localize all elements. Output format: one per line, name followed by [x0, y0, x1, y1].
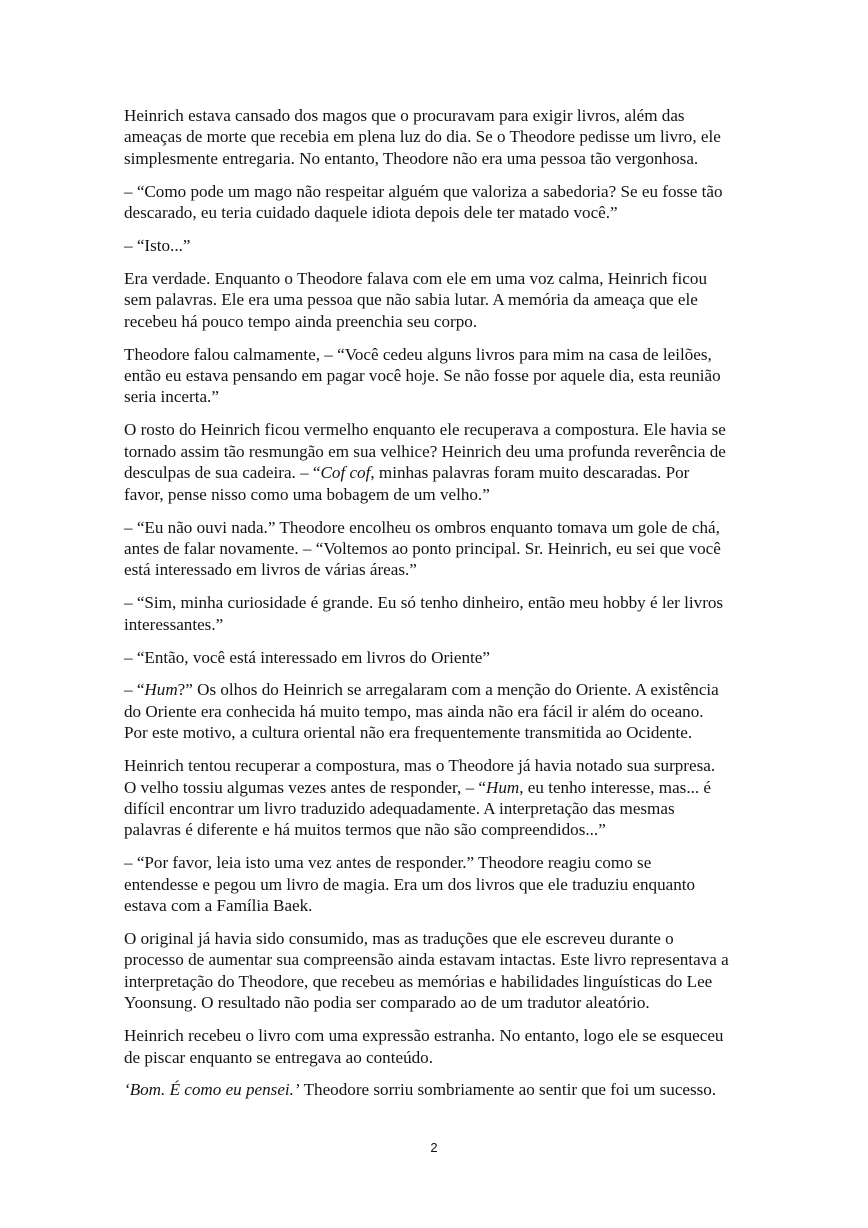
text-line: estava com a Família Baek.	[124, 896, 313, 916]
paragraph	[124, 1025, 744, 1068]
text-line: – “Por favor, leia isto uma vez antes de responder.” Theodore reagiu como se	[124, 853, 652, 873]
text-line: tornado assim tão resmungão em sua velhice? Heinrich deu uma profunda reverência de	[124, 441, 726, 461]
text-line: interpretação do Theodore, que recebeu as memórias e habilidades linguísticas do Lee	[124, 971, 713, 991]
text-line: palavras é diferente e há muitos termos que não são compreendidos...”	[124, 820, 606, 840]
text-line: sem palavras. Ele era uma pessoa que não sabia lutar. A memória da ameaça que ele	[124, 290, 698, 310]
paragraph	[124, 852, 744, 916]
text-line: interessantes.”	[124, 614, 224, 634]
text-line: O rosto do Heinrich ficou vermelho enquanto ele recuperava a compostura. Ele havia se	[124, 420, 726, 440]
paragraph	[124, 592, 744, 635]
paragraph	[124, 1079, 744, 1100]
text-line: – “Sim, minha curiosidade é grande. Eu só tenho dinheiro, então meu hobby é ler livros	[124, 593, 724, 613]
text-line: antes de falar novamente. – “Voltemos ao ponto principal. Sr. Heinrich, eu sei que você	[124, 538, 721, 558]
text-line: entendesse e pegou um livro de magia. Era um dos livros que ele traduziu enquanto	[124, 874, 696, 894]
text-line: Yoonsung. O resultado não podia ser comparado ao de um tradutor aleatório.	[124, 993, 650, 1013]
text-line: – “Então, você está interessado em livros do Oriente”	[124, 647, 490, 667]
text-line: – “Eu não ouvi nada.” Theodore encolheu os ombros enquanto tomava um gole de chá,	[124, 517, 720, 537]
page-number: 2	[430, 1140, 438, 1155]
paragraph	[124, 344, 744, 408]
document-body	[124, 105, 744, 1112]
text-line: O original já havia sido consumido, mas as traduções que ele escreveu durante o	[124, 929, 674, 948]
text-line: – “Isto...”	[124, 236, 191, 256]
text-line: de piscar enquanto se entregava ao conteúdo.	[124, 1047, 433, 1067]
paragraph	[124, 679, 744, 743]
paragraph	[124, 517, 744, 581]
text-line: Heinrich estava cansado dos magos que o procuravam para exigir livros, além das	[124, 106, 685, 125]
text-line: ameaças de morte que recebia em plena luz do dia. Se o Theodore pedisse um livro, ele	[124, 127, 721, 147]
text-line: ‘Bom. É como eu pensei.’ Theodore sorriu sombriamente ao sentir que foi um sucesso.	[124, 1080, 717, 1100]
paragraph	[124, 181, 744, 224]
text-line: Era verdade. Enquanto o Theodore falava com ele em uma voz calma, Heinrich ficou	[124, 268, 707, 288]
paragraph	[124, 928, 744, 1014]
emphasis: Hum	[485, 777, 520, 797]
text-line: Theodore falou calmamente, – “Você cedeu alguns livros para mim na casa de leilões,	[124, 344, 712, 364]
text-line: simplesmente entregaria. No entanto, Theodore não era uma pessoa tão vergonhosa.	[124, 148, 699, 168]
text-line: seria incerta.”	[124, 387, 219, 407]
text-line: – “Hum?” Os olhos do Heinrich se arregalaram com a menção do Oriente. A existência	[124, 680, 719, 700]
paragraph	[124, 647, 744, 668]
text-line: processo de aumentar sua compreensão ainda estavam intactas. Este livro representava a	[124, 950, 729, 970]
text-line: do Oriente era conhecida há muito tempo, mas ainda não era fácil ir além do oceano.	[124, 701, 704, 721]
paragraph	[124, 419, 744, 505]
text-line: difícil encontrar um livro traduzido adequadamente. A interpretação das mesmas	[124, 798, 675, 818]
text-line: Heinrich tentou recuperar a compostura, mas o Theodore já havia notado sua surpresa.	[124, 756, 716, 776]
text-line: Heinrich recebeu o livro com uma expressão estranha. No entanto, logo ele se esqueceu	[124, 1026, 724, 1046]
text-line: favor, pense nisso como uma bobagem de um velho.”	[124, 484, 490, 504]
paragraph	[124, 268, 744, 332]
emphasis: ‘Bom. É como eu pensei.’	[124, 1080, 300, 1100]
text-line: – “Como pode um mago não respeitar alguém que valoriza a sabedoria? Se eu fosse tão	[124, 181, 723, 201]
emphasis: Cof cof	[320, 463, 371, 483]
text-line: descarado, eu teria cuidado daquele idiota depois dele ter matado você.”	[124, 203, 618, 223]
emphasis: Hum	[144, 680, 178, 700]
paragraph	[124, 105, 744, 169]
text-line: O velho tossiu algumas vezes antes de responder, – “Hum, eu tenho interesse, mas... é	[124, 777, 712, 797]
paragraph	[124, 755, 744, 841]
text-line: está interessado em livros de várias áreas.”	[124, 560, 417, 580]
paragraph	[124, 235, 744, 256]
text-line: então eu estava pensando em pagar você hoje. Se não fosse por aquele dia, esta reunião	[124, 366, 721, 386]
text-line: desculpas de sua cadeira. – “Cof cof, minhas palavras foram muito descaradas. Por	[124, 463, 690, 483]
text-line: recebeu há pouco tempo ainda preenchia seu corpo.	[124, 311, 478, 331]
text-line: Por este motivo, a cultura oriental não era frequentemente transmitida ao Ocidente.	[124, 723, 693, 743]
